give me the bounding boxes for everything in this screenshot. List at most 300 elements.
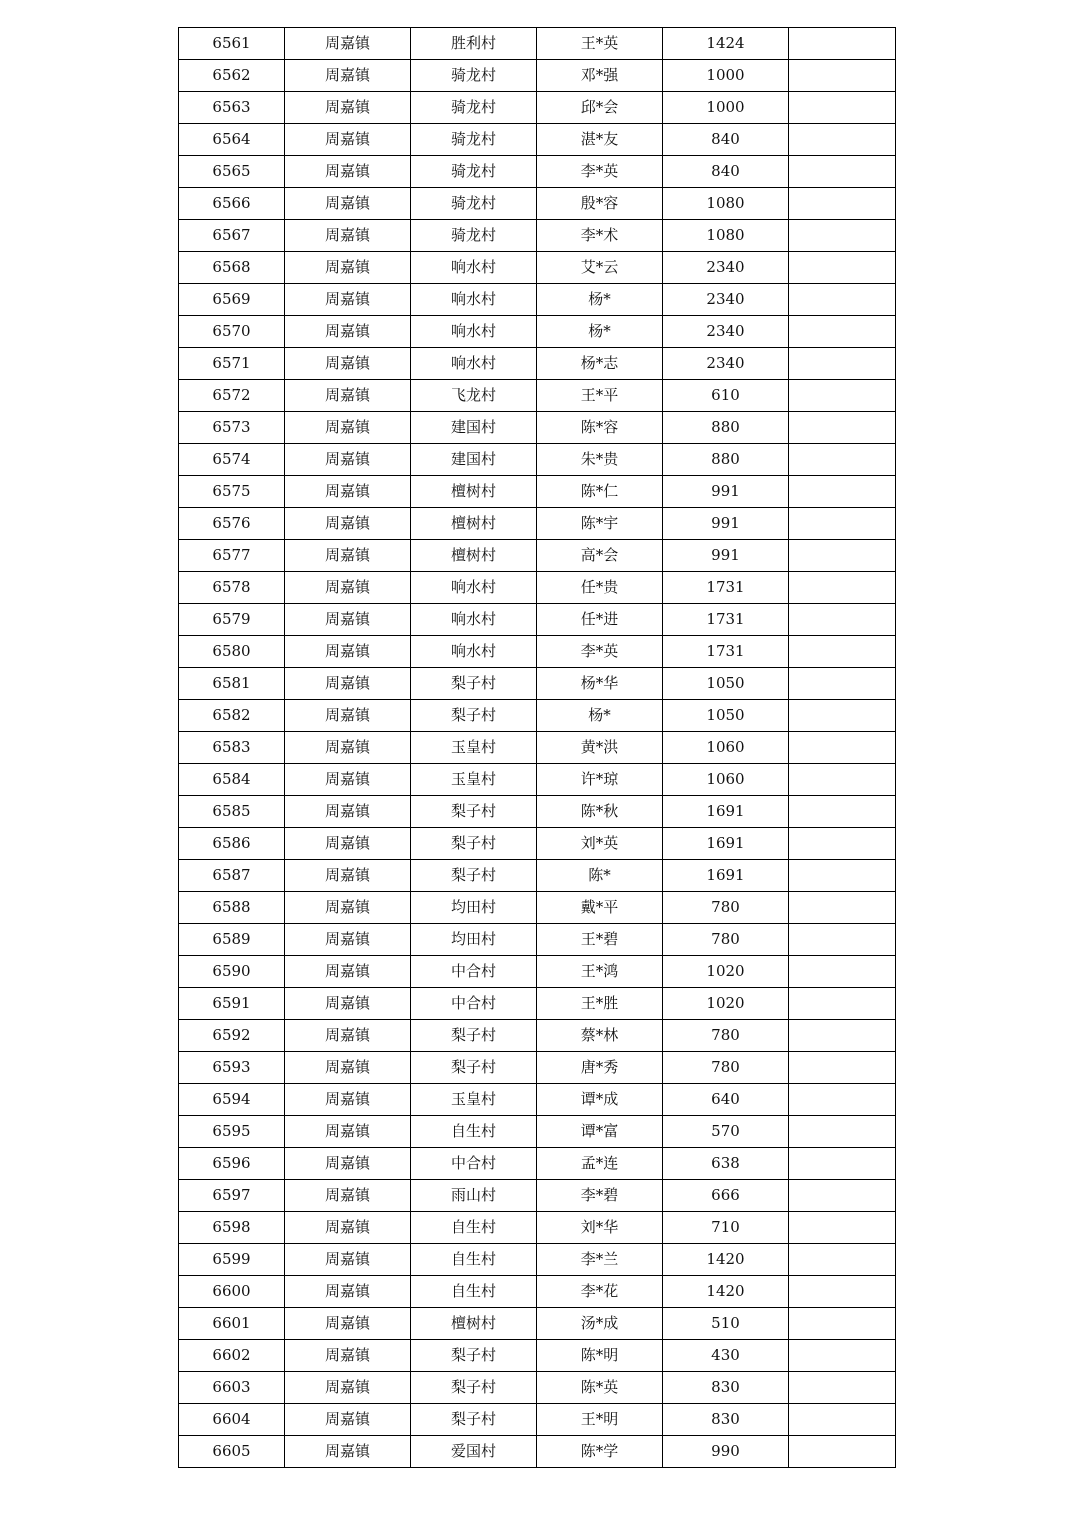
table-row xyxy=(179,1084,896,1116)
table-row xyxy=(179,1340,896,1372)
cell-amount: 710 xyxy=(663,1212,789,1244)
cell-name: 李*兰 xyxy=(537,1244,663,1276)
cell-seq-number: 6582 xyxy=(179,700,285,732)
cell-amount: 2340 xyxy=(663,284,789,316)
cell-seq-number: 6594 xyxy=(179,1084,285,1116)
cell-amount: 638 xyxy=(663,1148,789,1180)
cell-amount: 1050 xyxy=(663,668,789,700)
cell-village: 檀树村 xyxy=(411,540,537,572)
cell-town: 周嘉镇 xyxy=(285,732,411,764)
cell-name: 王*鸿 xyxy=(537,956,663,988)
cell-town: 周嘉镇 xyxy=(285,1436,411,1468)
cell-town: 周嘉镇 xyxy=(285,1116,411,1148)
cell-village: 响水村 xyxy=(411,636,537,668)
table-row xyxy=(179,220,896,252)
cell-note xyxy=(789,1052,896,1084)
cell-note xyxy=(789,700,896,732)
cell-name: 高*会 xyxy=(537,540,663,572)
cell-seq-number: 6595 xyxy=(179,1116,285,1148)
cell-name: 杨* xyxy=(537,284,663,316)
cell-name: 李*英 xyxy=(537,156,663,188)
cell-note xyxy=(789,1340,896,1372)
cell-amount: 1080 xyxy=(663,220,789,252)
cell-name: 孟*连 xyxy=(537,1148,663,1180)
cell-name: 王*碧 xyxy=(537,924,663,956)
cell-town: 周嘉镇 xyxy=(285,540,411,572)
cell-seq-number: 6564 xyxy=(179,124,285,156)
cell-name: 戴*平 xyxy=(537,892,663,924)
cell-name: 王*胜 xyxy=(537,988,663,1020)
cell-note xyxy=(789,60,896,92)
table-row xyxy=(179,412,896,444)
cell-name: 杨* xyxy=(537,316,663,348)
cell-note xyxy=(789,284,896,316)
table-row xyxy=(179,1052,896,1084)
cell-note xyxy=(789,860,896,892)
cell-note xyxy=(789,540,896,572)
cell-note xyxy=(789,1212,896,1244)
cell-town: 周嘉镇 xyxy=(285,764,411,796)
cell-amount: 666 xyxy=(663,1180,789,1212)
cell-village: 响水村 xyxy=(411,252,537,284)
cell-amount: 840 xyxy=(663,124,789,156)
cell-note xyxy=(789,828,896,860)
cell-name: 蔡*林 xyxy=(537,1020,663,1052)
cell-town: 周嘉镇 xyxy=(285,28,411,60)
cell-note xyxy=(789,188,896,220)
cell-amount: 840 xyxy=(663,156,789,188)
cell-village: 梨子村 xyxy=(411,1404,537,1436)
cell-note xyxy=(789,252,896,284)
cell-village: 檀树村 xyxy=(411,476,537,508)
cell-village: 均田村 xyxy=(411,892,537,924)
cell-town: 周嘉镇 xyxy=(285,220,411,252)
cell-seq-number: 6565 xyxy=(179,156,285,188)
cell-note xyxy=(789,1404,896,1436)
cell-amount: 570 xyxy=(663,1116,789,1148)
table-row xyxy=(179,1276,896,1308)
cell-amount: 1020 xyxy=(663,956,789,988)
cell-village: 爱国村 xyxy=(411,1436,537,1468)
cell-seq-number: 6588 xyxy=(179,892,285,924)
table-row xyxy=(179,188,896,220)
cell-note xyxy=(789,348,896,380)
cell-village: 梨子村 xyxy=(411,1372,537,1404)
cell-note xyxy=(789,924,896,956)
cell-name: 黄*洪 xyxy=(537,732,663,764)
cell-village: 梨子村 xyxy=(411,1052,537,1084)
cell-town: 周嘉镇 xyxy=(285,252,411,284)
cell-seq-number: 6570 xyxy=(179,316,285,348)
cell-town: 周嘉镇 xyxy=(285,860,411,892)
cell-village: 飞龙村 xyxy=(411,380,537,412)
cell-seq-number: 6569 xyxy=(179,284,285,316)
cell-note xyxy=(789,220,896,252)
cell-amount: 1691 xyxy=(663,796,789,828)
cell-name: 陈*学 xyxy=(537,1436,663,1468)
cell-name: 任*进 xyxy=(537,604,663,636)
cell-town: 周嘉镇 xyxy=(285,444,411,476)
cell-name: 谭*成 xyxy=(537,1084,663,1116)
cell-seq-number: 6584 xyxy=(179,764,285,796)
cell-amount: 780 xyxy=(663,924,789,956)
cell-town: 周嘉镇 xyxy=(285,956,411,988)
cell-note xyxy=(789,1372,896,1404)
cell-name: 任*贵 xyxy=(537,572,663,604)
cell-seq-number: 6563 xyxy=(179,92,285,124)
cell-name: 邱*会 xyxy=(537,92,663,124)
table-row xyxy=(179,476,896,508)
cell-name: 杨*华 xyxy=(537,668,663,700)
cell-note xyxy=(789,764,896,796)
cell-town: 周嘉镇 xyxy=(285,1276,411,1308)
cell-amount: 2340 xyxy=(663,316,789,348)
cell-note xyxy=(789,572,896,604)
cell-village: 玉皇村 xyxy=(411,732,537,764)
cell-town: 周嘉镇 xyxy=(285,1404,411,1436)
cell-village: 自生村 xyxy=(411,1244,537,1276)
cell-seq-number: 6604 xyxy=(179,1404,285,1436)
cell-amount: 1080 xyxy=(663,188,789,220)
cell-note xyxy=(789,1276,896,1308)
cell-amount: 880 xyxy=(663,412,789,444)
cell-village: 玉皇村 xyxy=(411,764,537,796)
table-row xyxy=(179,284,896,316)
table-row xyxy=(179,508,896,540)
cell-seq-number: 6581 xyxy=(179,668,285,700)
cell-village: 建国村 xyxy=(411,444,537,476)
cell-name: 殷*容 xyxy=(537,188,663,220)
cell-village: 响水村 xyxy=(411,316,537,348)
table-row xyxy=(179,1372,896,1404)
cell-village: 响水村 xyxy=(411,348,537,380)
cell-amount: 780 xyxy=(663,892,789,924)
cell-town: 周嘉镇 xyxy=(285,1052,411,1084)
cell-name: 李*花 xyxy=(537,1276,663,1308)
cell-note xyxy=(789,28,896,60)
cell-name: 李*术 xyxy=(537,220,663,252)
cell-seq-number: 6568 xyxy=(179,252,285,284)
cell-village: 雨山村 xyxy=(411,1180,537,1212)
cell-name: 杨* xyxy=(537,700,663,732)
cell-amount: 640 xyxy=(663,1084,789,1116)
table-row xyxy=(179,636,896,668)
cell-town: 周嘉镇 xyxy=(285,1308,411,1340)
cell-seq-number: 6573 xyxy=(179,412,285,444)
cell-amount: 780 xyxy=(663,1052,789,1084)
cell-seq-number: 6599 xyxy=(179,1244,285,1276)
cell-town: 周嘉镇 xyxy=(285,1148,411,1180)
cell-amount: 1691 xyxy=(663,828,789,860)
cell-amount: 430 xyxy=(663,1340,789,1372)
cell-name: 陈*英 xyxy=(537,1372,663,1404)
cell-village: 檀树村 xyxy=(411,1308,537,1340)
cell-amount: 830 xyxy=(663,1372,789,1404)
cell-name: 刘*华 xyxy=(537,1212,663,1244)
table-row xyxy=(179,92,896,124)
cell-village: 建国村 xyxy=(411,412,537,444)
cell-amount: 610 xyxy=(663,380,789,412)
cell-amount: 1420 xyxy=(663,1244,789,1276)
cell-note xyxy=(789,316,896,348)
table-row xyxy=(179,540,896,572)
table-row xyxy=(179,348,896,380)
cell-seq-number: 6602 xyxy=(179,1340,285,1372)
cell-village: 梨子村 xyxy=(411,828,537,860)
cell-amount: 991 xyxy=(663,508,789,540)
cell-note xyxy=(789,1020,896,1052)
cell-name: 许*琼 xyxy=(537,764,663,796)
cell-note xyxy=(789,988,896,1020)
cell-village: 梨子村 xyxy=(411,1340,537,1372)
cell-amount: 2340 xyxy=(663,348,789,380)
cell-name: 王*英 xyxy=(537,28,663,60)
cell-note xyxy=(789,732,896,764)
cell-town: 周嘉镇 xyxy=(285,380,411,412)
cell-town: 周嘉镇 xyxy=(285,572,411,604)
cell-name: 李*碧 xyxy=(537,1180,663,1212)
cell-note xyxy=(789,956,896,988)
cell-note xyxy=(789,1148,896,1180)
cell-name: 陈*宇 xyxy=(537,508,663,540)
table-row xyxy=(179,668,896,700)
cell-village: 骑龙村 xyxy=(411,92,537,124)
cell-village: 骑龙村 xyxy=(411,220,537,252)
table-row xyxy=(179,1308,896,1340)
cell-amount: 1000 xyxy=(663,92,789,124)
cell-name: 王*明 xyxy=(537,1404,663,1436)
cell-village: 檀树村 xyxy=(411,508,537,540)
cell-town: 周嘉镇 xyxy=(285,1212,411,1244)
cell-note xyxy=(789,796,896,828)
cell-amount: 1731 xyxy=(663,572,789,604)
table-row xyxy=(179,1148,896,1180)
table-row xyxy=(179,156,896,188)
cell-town: 周嘉镇 xyxy=(285,124,411,156)
table-body xyxy=(179,28,896,1468)
cell-town: 周嘉镇 xyxy=(285,1020,411,1052)
cell-seq-number: 6596 xyxy=(179,1148,285,1180)
cell-town: 周嘉镇 xyxy=(285,668,411,700)
cell-village: 梨子村 xyxy=(411,668,537,700)
cell-town: 周嘉镇 xyxy=(285,188,411,220)
cell-town: 周嘉镇 xyxy=(285,828,411,860)
cell-amount: 1060 xyxy=(663,764,789,796)
cell-seq-number: 6571 xyxy=(179,348,285,380)
cell-seq-number: 6592 xyxy=(179,1020,285,1052)
cell-amount: 2340 xyxy=(663,252,789,284)
table-row xyxy=(179,892,896,924)
cell-amount: 780 xyxy=(663,1020,789,1052)
cell-town: 周嘉镇 xyxy=(285,92,411,124)
cell-seq-number: 6561 xyxy=(179,28,285,60)
cell-name: 邓*强 xyxy=(537,60,663,92)
data-table xyxy=(178,27,896,1468)
table-row xyxy=(179,1404,896,1436)
cell-note xyxy=(789,508,896,540)
cell-town: 周嘉镇 xyxy=(285,700,411,732)
cell-amount: 1731 xyxy=(663,636,789,668)
cell-seq-number: 6603 xyxy=(179,1372,285,1404)
cell-town: 周嘉镇 xyxy=(285,1372,411,1404)
cell-name: 陈*仁 xyxy=(537,476,663,508)
cell-note xyxy=(789,380,896,412)
cell-town: 周嘉镇 xyxy=(285,796,411,828)
cell-seq-number: 6575 xyxy=(179,476,285,508)
cell-seq-number: 6589 xyxy=(179,924,285,956)
cell-amount: 990 xyxy=(663,1436,789,1468)
cell-village: 梨子村 xyxy=(411,860,537,892)
cell-town: 周嘉镇 xyxy=(285,1084,411,1116)
table-row xyxy=(179,1212,896,1244)
cell-town: 周嘉镇 xyxy=(285,604,411,636)
cell-amount: 830 xyxy=(663,1404,789,1436)
cell-seq-number: 6593 xyxy=(179,1052,285,1084)
table-row xyxy=(179,924,896,956)
cell-village: 玉皇村 xyxy=(411,1084,537,1116)
cell-town: 周嘉镇 xyxy=(285,348,411,380)
cell-note xyxy=(789,92,896,124)
cell-seq-number: 6572 xyxy=(179,380,285,412)
cell-village: 自生村 xyxy=(411,1116,537,1148)
table-row xyxy=(179,444,896,476)
cell-amount: 1691 xyxy=(663,860,789,892)
cell-note xyxy=(789,1084,896,1116)
cell-town: 周嘉镇 xyxy=(285,284,411,316)
cell-village: 响水村 xyxy=(411,284,537,316)
cell-name: 王*平 xyxy=(537,380,663,412)
cell-village: 骑龙村 xyxy=(411,188,537,220)
cell-seq-number: 6585 xyxy=(179,796,285,828)
cell-seq-number: 6578 xyxy=(179,572,285,604)
cell-village: 中合村 xyxy=(411,988,537,1020)
cell-name: 汤*成 xyxy=(537,1308,663,1340)
cell-village: 中合村 xyxy=(411,1148,537,1180)
cell-note xyxy=(789,1116,896,1148)
table-row xyxy=(179,796,896,828)
cell-seq-number: 6583 xyxy=(179,732,285,764)
cell-seq-number: 6580 xyxy=(179,636,285,668)
cell-town: 周嘉镇 xyxy=(285,1244,411,1276)
table-row xyxy=(179,124,896,156)
cell-town: 周嘉镇 xyxy=(285,476,411,508)
cell-name: 朱*贵 xyxy=(537,444,663,476)
cell-seq-number: 6587 xyxy=(179,860,285,892)
cell-note xyxy=(789,668,896,700)
cell-seq-number: 6600 xyxy=(179,1276,285,1308)
cell-village: 胜利村 xyxy=(411,28,537,60)
cell-seq-number: 6597 xyxy=(179,1180,285,1212)
table-row xyxy=(179,860,896,892)
table-row xyxy=(179,1020,896,1052)
table-row xyxy=(179,572,896,604)
cell-note xyxy=(789,476,896,508)
cell-amount: 1000 xyxy=(663,60,789,92)
cell-note xyxy=(789,156,896,188)
cell-amount: 1424 xyxy=(663,28,789,60)
cell-town: 周嘉镇 xyxy=(285,60,411,92)
cell-village: 自生村 xyxy=(411,1212,537,1244)
cell-seq-number: 6591 xyxy=(179,988,285,1020)
cell-note xyxy=(789,636,896,668)
table-row xyxy=(179,60,896,92)
cell-town: 周嘉镇 xyxy=(285,924,411,956)
cell-town: 周嘉镇 xyxy=(285,892,411,924)
cell-town: 周嘉镇 xyxy=(285,412,411,444)
table-row xyxy=(179,28,896,60)
table-row xyxy=(179,956,896,988)
table-row xyxy=(179,1116,896,1148)
cell-amount: 1420 xyxy=(663,1276,789,1308)
cell-village: 自生村 xyxy=(411,1276,537,1308)
cell-village: 响水村 xyxy=(411,572,537,604)
table-row xyxy=(179,316,896,348)
cell-seq-number: 6601 xyxy=(179,1308,285,1340)
cell-name: 陈*明 xyxy=(537,1340,663,1372)
cell-village: 梨子村 xyxy=(411,1020,537,1052)
table-row xyxy=(179,380,896,412)
cell-amount: 991 xyxy=(663,476,789,508)
cell-town: 周嘉镇 xyxy=(285,636,411,668)
cell-note xyxy=(789,1244,896,1276)
cell-seq-number: 6590 xyxy=(179,956,285,988)
cell-village: 骑龙村 xyxy=(411,156,537,188)
cell-town: 周嘉镇 xyxy=(285,988,411,1020)
cell-note xyxy=(789,444,896,476)
cell-seq-number: 6598 xyxy=(179,1212,285,1244)
table-row xyxy=(179,1180,896,1212)
table-row xyxy=(179,988,896,1020)
cell-village: 梨子村 xyxy=(411,796,537,828)
table-row xyxy=(179,700,896,732)
cell-town: 周嘉镇 xyxy=(285,1180,411,1212)
table-row xyxy=(179,764,896,796)
table-row xyxy=(179,732,896,764)
cell-village: 响水村 xyxy=(411,604,537,636)
cell-amount: 991 xyxy=(663,540,789,572)
cell-name: 刘*英 xyxy=(537,828,663,860)
cell-name: 谭*富 xyxy=(537,1116,663,1148)
cell-town: 周嘉镇 xyxy=(285,1340,411,1372)
cell-seq-number: 6567 xyxy=(179,220,285,252)
cell-village: 梨子村 xyxy=(411,700,537,732)
cell-name: 陈*容 xyxy=(537,412,663,444)
cell-town: 周嘉镇 xyxy=(285,316,411,348)
cell-amount: 880 xyxy=(663,444,789,476)
cell-amount: 510 xyxy=(663,1308,789,1340)
cell-seq-number: 6577 xyxy=(179,540,285,572)
cell-seq-number: 6562 xyxy=(179,60,285,92)
cell-amount: 1050 xyxy=(663,700,789,732)
cell-seq-number: 6605 xyxy=(179,1436,285,1468)
cell-name: 陈*秋 xyxy=(537,796,663,828)
cell-note xyxy=(789,1436,896,1468)
cell-note xyxy=(789,1180,896,1212)
cell-seq-number: 6574 xyxy=(179,444,285,476)
cell-town: 周嘉镇 xyxy=(285,508,411,540)
cell-seq-number: 6579 xyxy=(179,604,285,636)
cell-note xyxy=(789,892,896,924)
table-row xyxy=(179,252,896,284)
cell-name: 唐*秀 xyxy=(537,1052,663,1084)
cell-amount: 1020 xyxy=(663,988,789,1020)
cell-village: 中合村 xyxy=(411,956,537,988)
cell-town: 周嘉镇 xyxy=(285,156,411,188)
cell-name: 杨*志 xyxy=(537,348,663,380)
table-row xyxy=(179,1244,896,1276)
cell-note xyxy=(789,412,896,444)
cell-note xyxy=(789,604,896,636)
